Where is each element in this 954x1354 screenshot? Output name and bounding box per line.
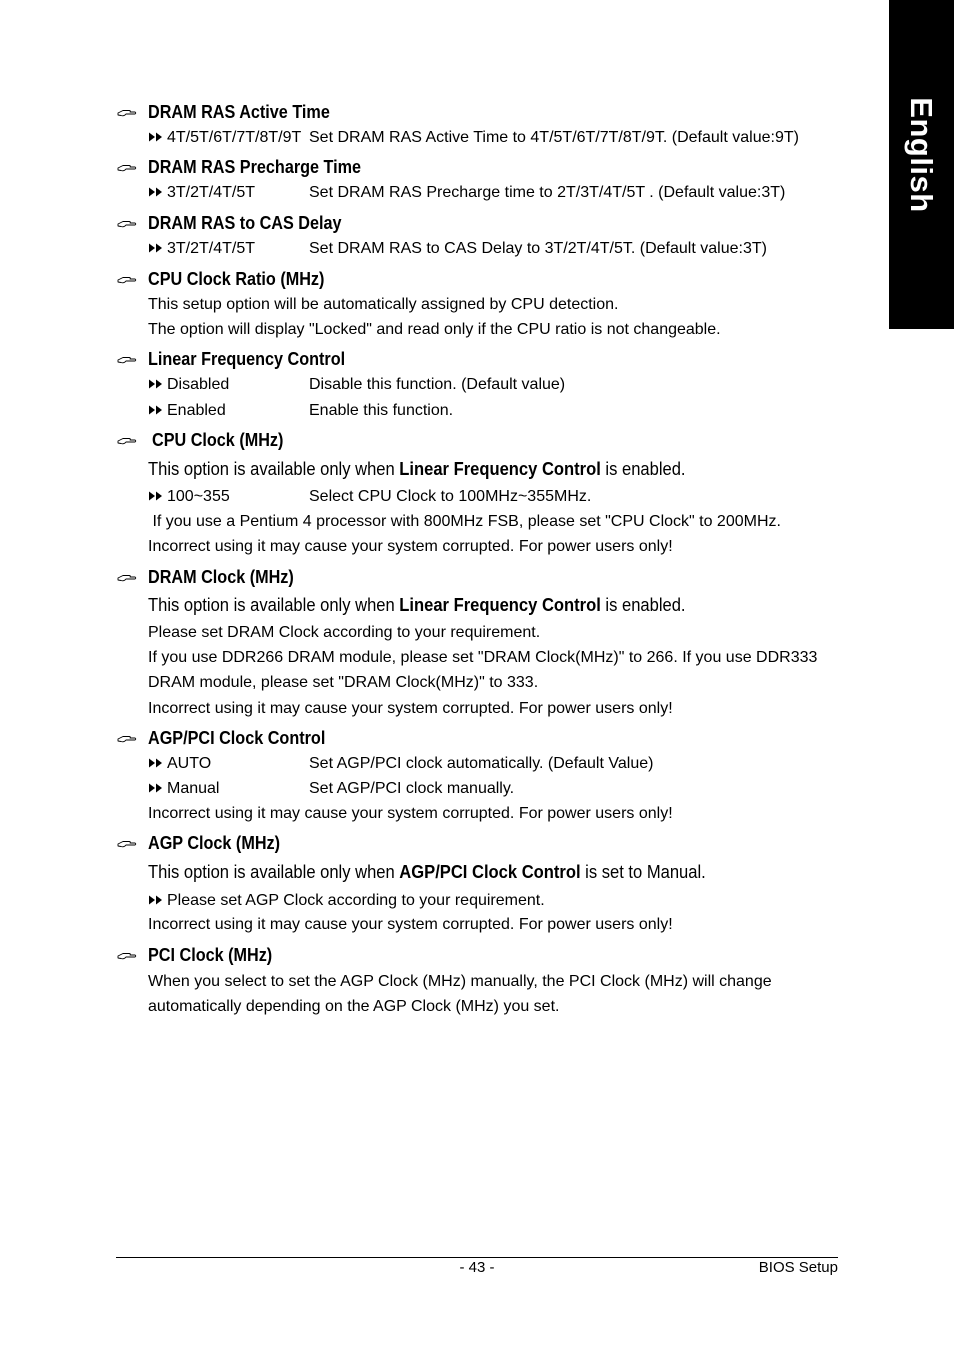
option-item <box>148 401 226 421</box>
pointing-hand-icon <box>117 354 137 364</box>
option-item <box>148 128 301 148</box>
paragraph-line: Please set DRAM Clock according to your requirement. <box>148 624 541 641</box>
pointing-hand-icon <box>117 733 137 743</box>
section-title: PCI Clock (MHz) <box>148 945 273 965</box>
option-value: AUTO <box>167 755 212 772</box>
section-dram-ras-to-cas-delay <box>117 211 342 235</box>
double-arrow-icon <box>148 132 164 142</box>
paragraph-line: The option will display "Locked" and read only if the CPU ratio is not changeable. <box>148 321 721 338</box>
option-description: Set AGP/PCI clock automatically. (Default Value) <box>309 755 654 772</box>
dependency-name: AGP/PCI Clock Control <box>399 862 581 882</box>
option-description: Select CPU Clock to 100MHz~355MHz. <box>309 488 592 505</box>
option-description: Enable this function. <box>309 402 454 419</box>
section-agp-clock <box>117 831 281 855</box>
option-value: Please set AGP Clock according to your requirement. <box>167 892 545 909</box>
pointing-hand-icon <box>117 218 137 228</box>
option-description: Set AGP/PCI clock manually. <box>309 780 515 797</box>
option-value: 3T/2T/4T/5T <box>167 240 256 257</box>
language-tab-label: English <box>904 97 939 213</box>
paragraph-line: DRAM module, please set "DRAM Clock(MHz)" to 333. <box>148 674 539 691</box>
paragraph-line: automatically depending on the AGP Clock (MHz) you set. <box>148 998 560 1015</box>
double-arrow-icon <box>148 783 164 793</box>
pointing-hand-icon <box>117 274 137 284</box>
pointing-hand-icon <box>117 162 137 172</box>
paragraph-line: When you select to set the AGP Clock (MHz) manually, the PCI Clock (MHz) will change <box>148 973 772 990</box>
section-pci-clock <box>117 943 273 967</box>
section-dram-clock <box>117 565 294 589</box>
section-title: CPU Clock Ratio (MHz) <box>148 269 325 289</box>
paragraph-line: If you use a Pentium 4 processor with 800MHz FSB, please set "CPU Clock" to 200MHz. <box>148 513 781 530</box>
option-item <box>148 754 211 774</box>
pointing-hand-icon <box>117 107 137 117</box>
pointing-hand-icon <box>117 950 137 960</box>
double-arrow-icon <box>148 243 164 253</box>
option-value: 3T/2T/4T/5T <box>167 184 256 201</box>
double-arrow-icon <box>148 187 164 197</box>
paragraph-line: Incorrect using it may cause your system corrupted. For power users only! <box>148 805 673 822</box>
double-arrow-icon <box>148 405 164 415</box>
section-linear-frequency-control <box>117 347 346 371</box>
double-arrow-icon <box>148 379 164 389</box>
option-item <box>148 891 545 911</box>
option-value: Disabled <box>167 376 230 393</box>
option-value: Manual <box>167 780 220 797</box>
paragraph-line: Incorrect using it may cause your system corrupted. For power users only! <box>148 700 673 717</box>
option-value: Enabled <box>167 402 226 419</box>
option-item <box>148 183 255 203</box>
document-title: BIOS Setup <box>758 1259 838 1276</box>
double-arrow-icon <box>148 758 164 768</box>
section-title: DRAM RAS Active Time <box>148 102 330 122</box>
dependency-name: Linear Frequency Control <box>399 459 601 479</box>
section-cpu-clock-ratio <box>117 267 325 291</box>
double-arrow-icon <box>148 895 164 905</box>
option-value: 100~355 <box>167 488 230 505</box>
double-arrow-icon <box>148 491 164 501</box>
option-item <box>148 239 255 259</box>
paragraph-line: If you use DDR266 DRAM module, please set "DRAM Clock(MHz)" to 266. If you use DDR333 <box>148 649 818 666</box>
language-tab <box>889 0 954 329</box>
pointing-hand-icon <box>117 435 137 445</box>
option-value: 4T/5T/6T/7T/8T/9T <box>167 129 302 146</box>
option-description: Set DRAM RAS to CAS Delay to 3T/2T/4T/5T. (Default value:3T) <box>309 240 767 257</box>
section-title: AGP Clock (MHz) <box>148 833 281 853</box>
pointing-hand-icon <box>117 838 137 848</box>
paragraph-line: This setup option will be automatically assigned by CPU detection. <box>148 296 619 313</box>
availability-note: This option is available only when AGP/PCI Clock Control is set to Manual. <box>148 862 706 882</box>
dependency-name: Linear Frequency Control <box>399 595 601 615</box>
option-item <box>148 779 219 799</box>
availability-note: This option is available only when Linear Frequency Control is enabled. <box>148 595 686 615</box>
page-number: - 43 - <box>459 1259 495 1276</box>
option-description: Disable this function. (Default value) <box>309 376 566 393</box>
option-item <box>148 487 230 507</box>
availability-note: This option is available only when Linear Frequency Control is enabled. <box>148 459 686 479</box>
section-title: Linear Frequency Control <box>148 349 346 369</box>
section-dram-ras-precharge-time <box>117 155 362 179</box>
section-title: DRAM RAS Precharge Time <box>148 157 362 177</box>
section-dram-ras-active-time <box>117 100 330 124</box>
section-cpu-clock <box>117 428 284 452</box>
section-title: DRAM Clock (MHz) <box>148 567 294 587</box>
option-description: Set DRAM RAS Active Time to 4T/5T/6T/7T/8T/9T. (Default value:9T) <box>309 129 799 146</box>
section-title: AGP/PCI Clock Control <box>148 728 326 748</box>
paragraph-line: Incorrect using it may cause your system corrupted. For power users only! <box>148 538 673 555</box>
section-title: DRAM RAS to CAS Delay <box>148 213 342 233</box>
option-item <box>148 375 229 395</box>
paragraph-line: Incorrect using it may cause your system corrupted. For power users only! <box>148 916 673 933</box>
option-description: Set DRAM RAS Precharge time to 2T/3T/4T/5T . (Default value:3T) <box>309 184 786 201</box>
section-title: CPU Clock (MHz) <box>152 430 284 450</box>
section-agp-pci-clock-control <box>117 726 326 750</box>
pointing-hand-icon <box>117 572 137 582</box>
